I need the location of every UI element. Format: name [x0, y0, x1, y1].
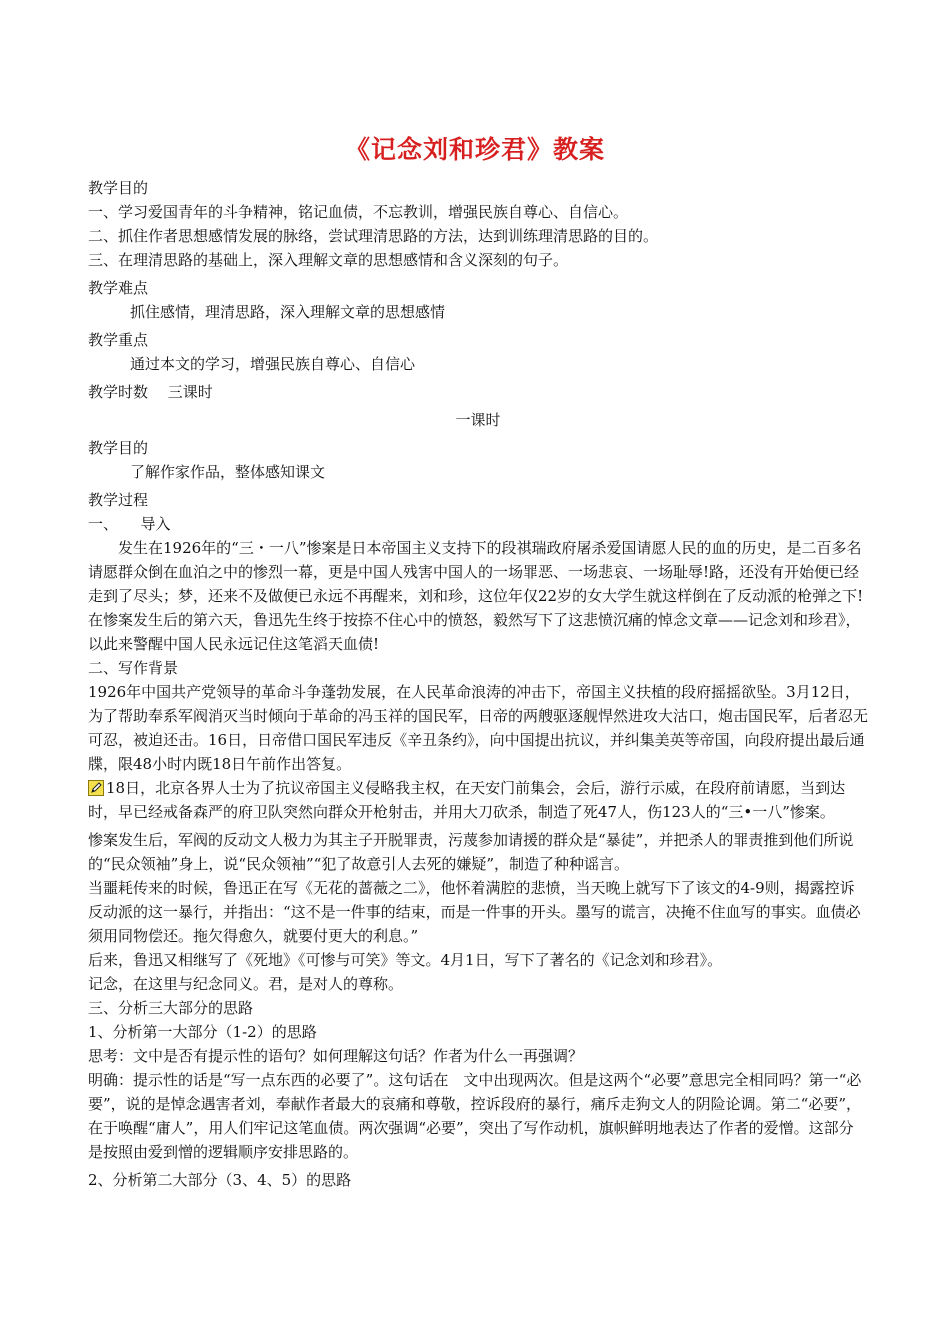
goal-item-2: 二、抓住作者思想感情发展的脉络，尝试理清思路的方法，达到训练理清思路的目的。 [88, 227, 659, 245]
goal-item-1: 一、学习爱国青年的斗争精神，铭记血债，不忘教训，增强民族自尊心、自信心。 [88, 203, 629, 221]
document-title: 《记念刘和珍君》教案 [344, 135, 605, 164]
background-paragraph-1: 1926年中国共产党领导的革命斗争蓬勃发展，在人民革命浪涛的冲击下，帝国主义扶植的段府摇摇欲坠。3月12日，为了帮助奉系军阀消灭当时倾向于革命的冯玉祥的国民军，日帝的两艘驱逐舰悍然进攻大沽口，炮击国民军，后者忍无可忍，被迫还击。16日，日帝借口国民军违反《辛丑条约》，向中国提出抗议，并纠集美英等帝国，向段府提出最后通牒，限48小时内既18日午前作出答复。 [88, 683, 869, 773]
heading-teaching-goal-2: 教学目的 [88, 439, 149, 457]
section-intro-heading: 一、 导入 [88, 515, 171, 533]
heading-process: 教学过程 [88, 491, 149, 509]
background-paragraph-6: 记念，在这里与纪念同义。君，是对人的尊称。 [88, 975, 404, 993]
analysis-answer: 明确：提示性的话是“写一点东西的必要了”。这句话在 文中出现两次。但是这两个“必要”意思完全相同吗？第一“必要”，说的是悼念遇害者刘，奉献作者最大的哀痛和尊敬，控诉段府的暴行，痛斥走狗文人的阴险论调。第二“必要”，在于唤醒“庸人”，用人们牢记这笔血债。两次强调“必要”，突出了写作动机，旗帜鲜明地表达了作者的爱憎。这部分是按照由爱到憎的逻辑顺序安排思路的。 [88, 1071, 862, 1161]
analysis-part-1-heading: 1、分析第一大部分（1-2）的思路 [88, 1023, 317, 1041]
difficulty-text: 抓住感情，理清思路，深入理解文章的思想感情 [130, 303, 446, 321]
section-background-heading: 二、写作背景 [88, 659, 179, 677]
heading-key-point: 教学重点 [88, 331, 149, 349]
edit-pencil-icon [88, 779, 104, 795]
goal-item-3: 三、在理清思路的基础上，深入理解文章的思想感情和含义深刻的句子。 [88, 251, 569, 269]
teaching-hours: 教学时数 三课时 [88, 383, 213, 401]
document-body [88, 176, 868, 1192]
heading-difficulty: 教学难点 [88, 279, 149, 297]
background-paragraph-5: 后来，鲁迅又相继写了《死地》《可惨与可笑》等文。4月1日，写下了著名的《记念刘和珍君》。 [88, 951, 723, 969]
analysis-part-2-heading: 2、分析第二大部分（3、4、5）的思路 [88, 1171, 352, 1189]
background-paragraph-4: 当噩耗传来的时候，鲁迅正在写《无花的蔷薇之二》，他怀着满腔的悲愤，当天晚上就写下了该文的4-9则，揭露控诉反动派的这一暴行，并指出：“这不是一件事的结束，而是一件事的开头。墨写的谎言，决掩不住血写的事实。血债必须用同物偿还。拖欠得愈久，就要付更大的利息。” [88, 879, 861, 945]
background-paragraph-3: 惨案发生后，军阀的反动文人极力为其主子开脱罪责，污蔑参加请援的群众是“暴徒”，并把杀人的罪责推到他们所说的“民众领袖”身上，说“民众领袖”“犯了故意引人去死的嫌疑”，制造了种种谣言。 [88, 831, 854, 873]
goal-text-2: 了解作家作品，整体感知课文 [130, 463, 326, 481]
lesson-one-heading: 一课时 [455, 411, 501, 429]
background-paragraph-2-text: 18日，北京各界人士为了抗议帝国主义侵略我主权，在天安门前集会，会后，游行示威，在段府前请愿，当到达时，早已经戒备森严的府卫队突然向群众开枪射击，并用大刀砍杀，制造了死47人，伤123人的“三•一八”惨案。 [88, 779, 846, 821]
section-analysis-heading: 三、分析三大部分的思路 [88, 999, 254, 1017]
intro-paragraph: 发生在1926年的“三・一八”惨案是日本帝国主义支持下的段祺瑞政府屠杀爱国请愿人民的血的历史，是二百多名请愿群众倒在血泊之中的惨烈一幕，更是中国人残害中国人的一场罪恶、一场悲哀、一场耻辱!路，还没有开始便已经走到了尽头；梦，还来不及做便已永远不再醒来，刘和珍，这位年仅22岁的女大学生就这样倒在了反动派的枪弹之下!在惨案发生后的第六天，鲁迅先生终于按捺不住心中的愤怒，毅然写下了这悲愤沉痛的悼念文章——记念刘和珍君》，以此来警醒中国人民永远记住这笔滔天血债! [88, 539, 864, 653]
background-paragraph-2 [88, 776, 868, 824]
analysis-question: 思考：文中是否有提示性的语句？如何理解这句话？作者为什么一再强调？ [88, 1047, 584, 1065]
heading-teaching-goal: 教学目的 [88, 179, 149, 197]
key-point-text: 通过本文的学习，增强民族自尊心、自信心 [130, 355, 416, 373]
